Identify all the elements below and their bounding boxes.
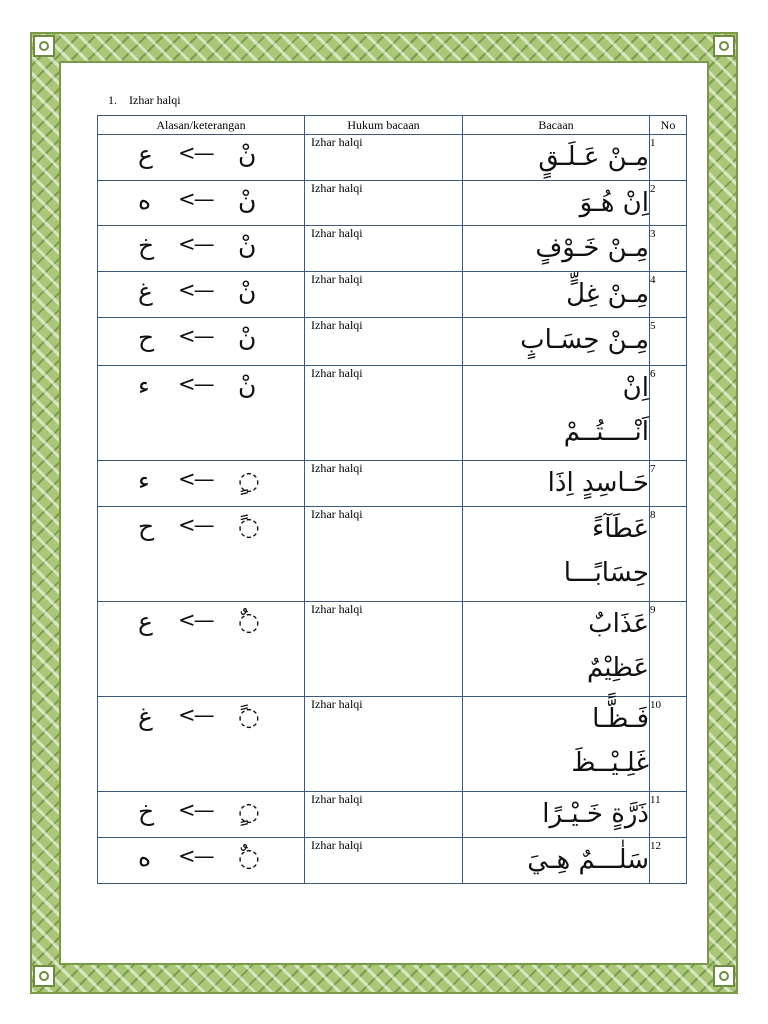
huruf-halqi: ه bbox=[138, 186, 152, 215]
bacaan-arabic-text: حِسَابًـــا bbox=[563, 558, 649, 588]
arrow-icon: <— bbox=[178, 324, 213, 348]
nun-tanwin-sign: نْ bbox=[238, 186, 257, 215]
alasan-cell bbox=[98, 507, 305, 602]
bacaan-arabic-text: مِـنْ خَـوْفٍ bbox=[535, 233, 649, 263]
huruf-halqi: ه bbox=[138, 843, 152, 872]
row-number: 5 bbox=[650, 320, 656, 332]
row-number: 3 bbox=[650, 228, 656, 240]
nun-tanwin-sign: نْ bbox=[238, 277, 257, 306]
alasan-cell bbox=[98, 461, 305, 507]
bacaan-cell bbox=[463, 602, 650, 697]
hukum-bacaan-text: Izhar halqi bbox=[311, 366, 363, 380]
no-cell bbox=[650, 226, 687, 272]
hukum-cell bbox=[305, 318, 463, 366]
bacaan-cell bbox=[463, 366, 650, 461]
nun-tanwin-sign: ◌ً bbox=[238, 702, 260, 731]
table-row bbox=[98, 697, 687, 792]
table-row bbox=[98, 602, 687, 697]
huruf-halqi: خ bbox=[138, 797, 155, 826]
bacaan-arabic-text: عَطَآءً bbox=[592, 514, 649, 544]
arrow-icon: <— bbox=[178, 798, 213, 822]
row-number: 7 bbox=[650, 463, 656, 475]
arrow-icon: <— bbox=[178, 608, 213, 632]
nun-tanwin-sign: ◌ً bbox=[238, 512, 260, 541]
header-alasan: Alasan/keterangan bbox=[98, 116, 305, 135]
hukum-cell bbox=[305, 181, 463, 226]
table-row bbox=[98, 838, 687, 884]
huruf-halqi: غ bbox=[138, 702, 153, 731]
hukum-cell bbox=[305, 226, 463, 272]
bacaan-arabic-text: حَـاسِدٍ اِذَا bbox=[547, 468, 649, 498]
arrow-icon: <— bbox=[178, 844, 213, 868]
bacaan-cell bbox=[463, 226, 650, 272]
hukum-cell bbox=[305, 135, 463, 181]
hukum-bacaan-text: Izhar halqi bbox=[311, 181, 363, 195]
frame-corner-ornament bbox=[33, 965, 55, 987]
no-cell bbox=[650, 838, 687, 884]
table-header-row bbox=[98, 116, 687, 135]
bacaan-arabic-text: اِنْ bbox=[622, 373, 649, 403]
nun-tanwin-sign: ◌ٍ bbox=[238, 797, 260, 826]
section-heading bbox=[108, 93, 181, 108]
alasan-cell bbox=[98, 792, 305, 838]
bacaan-cell bbox=[463, 507, 650, 602]
table-row bbox=[98, 135, 687, 181]
no-cell bbox=[650, 602, 687, 697]
header-hukum: Hukum bacaan bbox=[305, 116, 463, 135]
bacaan-arabic-text: عَذَابٌ bbox=[588, 609, 649, 639]
hukum-bacaan-text: Izhar halqi bbox=[311, 792, 363, 806]
nun-tanwin-sign: ◌ٌ bbox=[238, 843, 260, 872]
no-cell bbox=[650, 135, 687, 181]
bacaan-arabic-text: غَلِـيْــظَ bbox=[571, 748, 649, 778]
huruf-halqi: ء bbox=[138, 371, 150, 400]
arrow-icon: <— bbox=[178, 141, 213, 165]
bacaan-arabic-text: عَظِيْمٌ bbox=[587, 653, 649, 683]
hukum-bacaan-text: Izhar halqi bbox=[311, 602, 363, 616]
alasan-cell bbox=[98, 181, 305, 226]
frame-corner-ornament bbox=[713, 965, 735, 987]
row-number: 12 bbox=[650, 840, 661, 852]
row-number: 4 bbox=[650, 274, 656, 286]
hukum-bacaan-text: Izhar halqi bbox=[311, 697, 363, 711]
huruf-halqi: غ bbox=[138, 277, 153, 306]
table-row bbox=[98, 272, 687, 318]
alasan-cell bbox=[98, 226, 305, 272]
hukum-cell bbox=[305, 792, 463, 838]
hukum-bacaan-text: Izhar halqi bbox=[311, 135, 363, 149]
section-number: 1. bbox=[108, 93, 117, 107]
hukum-cell bbox=[305, 366, 463, 461]
header-no: No bbox=[650, 116, 687, 135]
table-row bbox=[98, 366, 687, 461]
bacaan-arabic-text: ذَرَّةٍ خَـيْـرًا bbox=[542, 799, 649, 829]
alasan-cell bbox=[98, 366, 305, 461]
bacaan-cell bbox=[463, 181, 650, 226]
bacaan-arabic-text: اَنْــــتُــمْ bbox=[563, 417, 649, 447]
bacaan-cell bbox=[463, 792, 650, 838]
no-cell bbox=[650, 697, 687, 792]
hukum-cell bbox=[305, 602, 463, 697]
nun-tanwin-sign: نْ bbox=[238, 231, 257, 260]
table-row bbox=[98, 181, 687, 226]
alasan-cell bbox=[98, 318, 305, 366]
table-row bbox=[98, 792, 687, 838]
no-cell bbox=[650, 366, 687, 461]
hukum-bacaan-text: Izhar halqi bbox=[311, 226, 363, 240]
bacaan-cell bbox=[463, 697, 650, 792]
hukum-bacaan-text: Izhar halqi bbox=[311, 461, 363, 475]
no-cell bbox=[650, 507, 687, 602]
hukum-cell bbox=[305, 838, 463, 884]
hukum-cell bbox=[305, 697, 463, 792]
frame-corner-ornament bbox=[713, 35, 735, 57]
bacaan-arabic-text: مِـنْ حِسَـابٍ bbox=[520, 325, 649, 355]
header-bacaan: Bacaan bbox=[463, 116, 650, 135]
arrow-icon: <— bbox=[178, 187, 213, 211]
alasan-cell bbox=[98, 697, 305, 792]
arrow-icon: <— bbox=[178, 232, 213, 256]
bacaan-arabic-text: اِنْ هُـوَ bbox=[579, 188, 649, 218]
bacaan-cell bbox=[463, 838, 650, 884]
table-row bbox=[98, 226, 687, 272]
arrow-icon: <— bbox=[178, 467, 213, 491]
tajwid-table bbox=[97, 115, 687, 884]
hukum-cell bbox=[305, 461, 463, 507]
hukum-bacaan-text: Izhar halqi bbox=[311, 272, 363, 286]
bacaan-cell bbox=[463, 318, 650, 366]
huruf-halqi: ع bbox=[138, 607, 153, 636]
alasan-cell bbox=[98, 838, 305, 884]
frame-corner-ornament bbox=[33, 35, 55, 57]
row-number: 9 bbox=[650, 604, 656, 616]
nun-tanwin-sign: ◌ٌ bbox=[238, 607, 260, 636]
nun-tanwin-sign: ◌ٍ bbox=[238, 466, 260, 495]
bacaan-arabic-text: فَـظًّـا bbox=[592, 704, 649, 734]
alasan-cell bbox=[98, 135, 305, 181]
section-title: Izhar halqi bbox=[129, 93, 181, 107]
row-number: 11 bbox=[650, 794, 661, 806]
bacaan-arabic-text: مِـنْ عَـلَـقٍ bbox=[538, 142, 649, 172]
row-number: 8 bbox=[650, 509, 656, 521]
no-cell bbox=[650, 461, 687, 507]
arrow-icon: <— bbox=[178, 372, 213, 396]
huruf-halqi: ع bbox=[138, 140, 153, 169]
huruf-halqi: خ bbox=[138, 231, 155, 260]
no-cell bbox=[650, 318, 687, 366]
huruf-halqi: ح bbox=[138, 323, 155, 352]
bacaan-cell bbox=[463, 461, 650, 507]
alasan-cell bbox=[98, 272, 305, 318]
hukum-bacaan-text: Izhar halqi bbox=[311, 838, 363, 852]
hukum-bacaan-text: Izhar halqi bbox=[311, 318, 363, 332]
hukum-bacaan-text: Izhar halqi bbox=[311, 507, 363, 521]
bacaan-cell bbox=[463, 272, 650, 318]
arrow-icon: <— bbox=[178, 278, 213, 302]
bacaan-arabic-text: سَلٰـــمٌ هِـيَ bbox=[527, 845, 649, 875]
row-number: 6 bbox=[650, 368, 656, 380]
row-number: 2 bbox=[650, 183, 656, 195]
table-row bbox=[98, 507, 687, 602]
arrow-icon: <— bbox=[178, 703, 213, 727]
no-cell bbox=[650, 272, 687, 318]
row-number: 10 bbox=[650, 699, 661, 711]
bacaan-cell bbox=[463, 135, 650, 181]
table-row bbox=[98, 318, 687, 366]
nun-tanwin-sign: نْ bbox=[238, 371, 257, 400]
arrow-icon: <— bbox=[178, 513, 213, 537]
table-row bbox=[98, 461, 687, 507]
huruf-halqi: ء bbox=[138, 466, 150, 495]
bacaan-arabic-text: مِـنْ غِلٍّ bbox=[566, 279, 649, 309]
hukum-cell bbox=[305, 272, 463, 318]
alasan-cell bbox=[98, 602, 305, 697]
hukum-cell bbox=[305, 507, 463, 602]
row-number: 1 bbox=[650, 137, 656, 149]
no-cell bbox=[650, 181, 687, 226]
nun-tanwin-sign: نْ bbox=[238, 140, 257, 169]
huruf-halqi: ح bbox=[138, 512, 155, 541]
nun-tanwin-sign: نْ bbox=[238, 323, 257, 352]
no-cell bbox=[650, 792, 687, 838]
